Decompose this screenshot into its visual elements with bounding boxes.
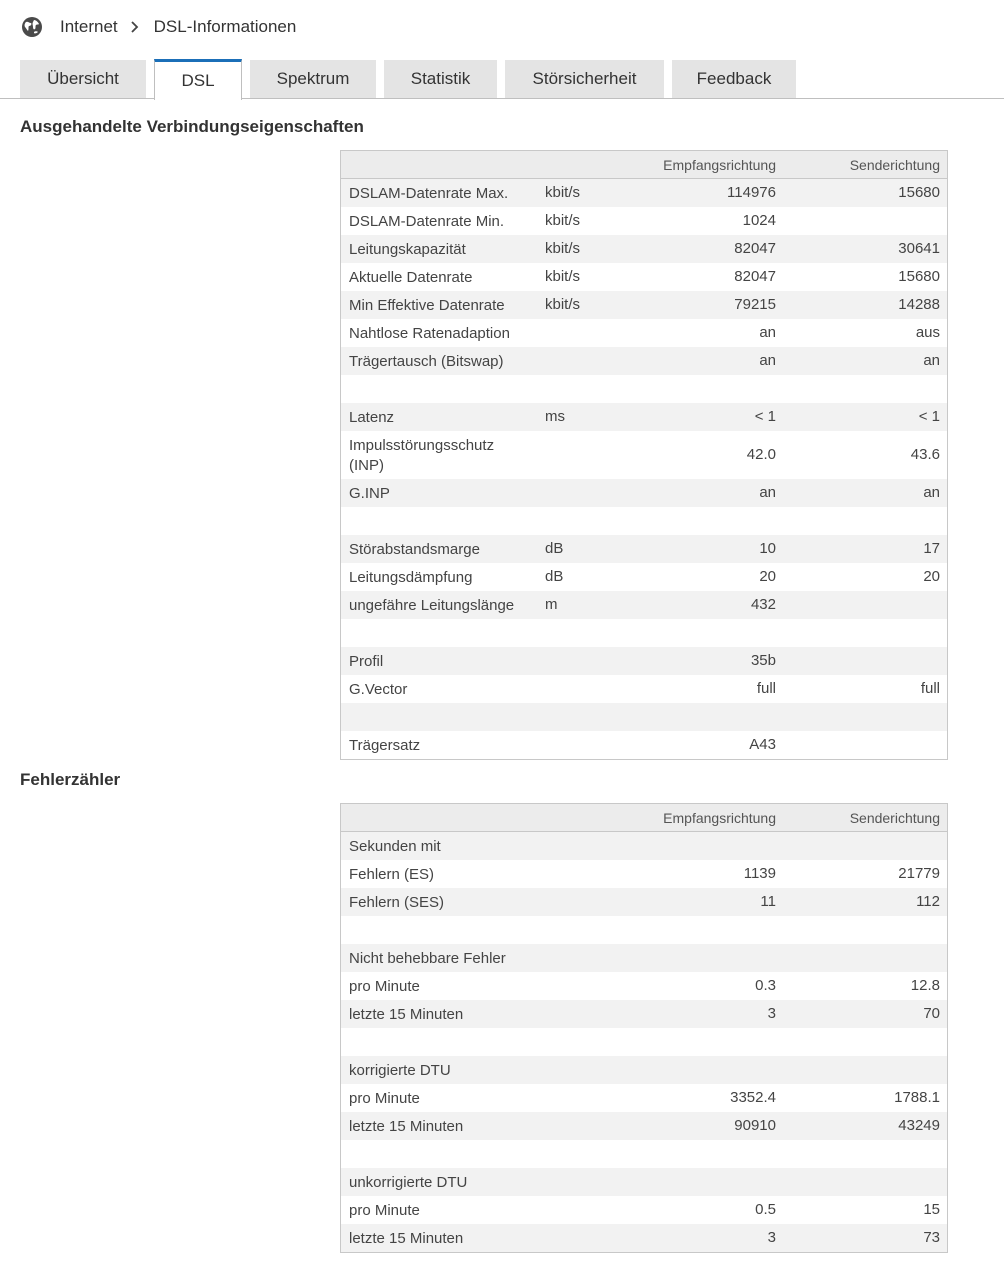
row-value-rx: 114976 bbox=[727, 184, 776, 201]
table-row bbox=[341, 207, 947, 235]
row-value-rx: 1024 bbox=[742, 212, 776, 229]
table-row bbox=[341, 1168, 947, 1196]
row-label: pro Minute bbox=[349, 1202, 420, 1219]
table-row bbox=[341, 944, 947, 972]
table-row bbox=[341, 675, 947, 703]
table-row bbox=[341, 1196, 947, 1224]
row-label: letzte 15 Minuten bbox=[349, 1006, 464, 1023]
table-row bbox=[341, 235, 947, 263]
tab-statistik[interactable]: Statistik bbox=[384, 60, 497, 98]
row-value-rx: 3 bbox=[767, 1229, 776, 1246]
tab-feedback[interactable]: Feedback bbox=[672, 60, 796, 98]
row-value-tx: 15 bbox=[923, 1201, 940, 1218]
section-title-connection: Ausgehandelte Verbindungseigenschaften bbox=[20, 117, 364, 136]
table-row bbox=[341, 972, 947, 1000]
row-label: Min Effektive Datenrate bbox=[349, 297, 505, 314]
row-value-tx: 30641 bbox=[898, 240, 940, 257]
row-value-rx: 3352.4 bbox=[730, 1089, 776, 1106]
row-label: Trägersatz bbox=[349, 737, 421, 754]
connection-properties-table bbox=[340, 150, 948, 760]
chevron-right-icon bbox=[130, 20, 140, 34]
table-row bbox=[341, 563, 947, 591]
row-value-rx: 0.5 bbox=[755, 1201, 776, 1218]
table-row bbox=[341, 507, 947, 535]
table-row bbox=[341, 431, 947, 479]
row-label: Nahtlose Ratenadaption bbox=[349, 325, 510, 342]
table-row bbox=[341, 179, 947, 207]
row-label: G.Vector bbox=[349, 681, 408, 698]
row-label: Trägertausch (Bitswap) bbox=[349, 353, 504, 370]
row-value-rx: 42.0 bbox=[746, 446, 776, 463]
row-label: letzte 15 Minuten bbox=[349, 1118, 464, 1135]
row-unit: kbit/s bbox=[545, 212, 581, 229]
row-value-rx: 35b bbox=[750, 652, 776, 669]
table-row bbox=[341, 375, 947, 403]
table-row bbox=[341, 888, 947, 916]
row-label: Aktuelle Datenrate bbox=[349, 269, 473, 286]
row-label: Latenz bbox=[349, 409, 395, 426]
table-row bbox=[341, 1084, 947, 1112]
table-body bbox=[341, 179, 947, 759]
table-row bbox=[341, 916, 947, 944]
row-unit: dB bbox=[545, 568, 564, 585]
row-value-tx: 14288 bbox=[898, 296, 940, 313]
error-counter-table bbox=[340, 803, 948, 1253]
breadcrumb-internet-link[interactable]: Internet bbox=[60, 17, 118, 36]
column-header-rx: Empfangsrichtung bbox=[663, 157, 776, 173]
row-label: Störabstandsmarge bbox=[349, 541, 480, 558]
row-unit: ms bbox=[545, 408, 565, 425]
table-row bbox=[341, 347, 947, 375]
row-value-rx: 11 bbox=[760, 893, 776, 910]
row-value-tx: 12.8 bbox=[910, 977, 940, 994]
table-header bbox=[341, 804, 947, 832]
row-unit: kbit/s bbox=[545, 184, 581, 201]
row-value-rx: 1139 bbox=[743, 865, 776, 882]
table-row bbox=[341, 403, 947, 431]
row-label: DSLAM-Datenrate Min. bbox=[349, 213, 505, 230]
tab-stoersicherheit[interactable]: Störsicherheit bbox=[505, 60, 664, 98]
table-row bbox=[341, 1000, 947, 1028]
row-value-tx: 20 bbox=[923, 568, 940, 585]
table-row bbox=[341, 619, 947, 647]
row-label: Leitungsdämpfung bbox=[349, 569, 473, 586]
row-value-tx: 70 bbox=[923, 1005, 940, 1022]
breadcrumb-current: DSL-Informationen bbox=[153, 17, 297, 36]
row-value-rx: 82047 bbox=[734, 240, 776, 257]
row-value-tx: 1788.1 bbox=[894, 1089, 940, 1106]
breadcrumb bbox=[20, 15, 296, 39]
tab-spektrum[interactable]: Spektrum bbox=[250, 60, 376, 98]
row-value-rx: 10 bbox=[759, 540, 776, 557]
table-row bbox=[341, 535, 947, 563]
row-value-rx: full bbox=[756, 680, 776, 697]
row-value-rx: 3 bbox=[767, 1005, 776, 1022]
table-row bbox=[341, 832, 947, 860]
row-label: letzte 15 Minuten bbox=[349, 1230, 464, 1247]
row-label: pro Minute bbox=[349, 978, 420, 995]
section-title-errors: Fehlerzähler bbox=[20, 770, 121, 789]
column-header-tx: Senderichtung bbox=[849, 157, 940, 173]
row-label: Nicht behebbare Fehler bbox=[349, 950, 506, 967]
row-label: ungefähre Leitungslänge bbox=[349, 597, 515, 614]
row-value-tx: 73 bbox=[923, 1229, 940, 1246]
row-label: unkorrigierte DTU bbox=[349, 1174, 468, 1191]
row-value-tx: 21779 bbox=[898, 865, 940, 882]
row-value-tx: 17 bbox=[923, 540, 940, 557]
table-row bbox=[341, 1224, 947, 1252]
tab-bar bbox=[0, 59, 1004, 99]
row-value-rx: an bbox=[759, 352, 776, 369]
row-value-rx: 90910 bbox=[734, 1117, 776, 1134]
table-row bbox=[341, 731, 947, 759]
tab-dsl[interactable]: DSL bbox=[154, 59, 242, 100]
row-value-tx: 43249 bbox=[898, 1117, 940, 1134]
table-row bbox=[341, 1112, 947, 1140]
table-row bbox=[341, 703, 947, 731]
row-value-rx: 20 bbox=[759, 568, 776, 585]
row-label: Leitungskapazität bbox=[349, 241, 466, 258]
table-row bbox=[341, 860, 947, 888]
row-value-rx: an bbox=[759, 484, 776, 501]
table-row bbox=[341, 1056, 947, 1084]
row-label: G.INP bbox=[349, 485, 390, 502]
row-value-rx: A43 bbox=[749, 736, 776, 753]
row-value-tx: aus bbox=[915, 324, 940, 341]
table-row bbox=[341, 591, 947, 619]
row-unit: m bbox=[545, 596, 558, 613]
row-label: korrigierte DTU bbox=[349, 1062, 451, 1079]
row-value-rx: < 1 bbox=[754, 408, 776, 425]
table-row bbox=[341, 1028, 947, 1056]
row-label: Profil bbox=[349, 653, 384, 670]
table-header bbox=[341, 151, 947, 179]
column-header-tx: Senderichtung bbox=[849, 810, 940, 826]
row-label: Fehlern (SES) bbox=[349, 894, 445, 911]
row-value-rx: 79215 bbox=[734, 296, 776, 313]
row-value-tx: an bbox=[923, 484, 940, 501]
table-row bbox=[341, 291, 947, 319]
row-label: Fehlern (ES) bbox=[349, 866, 435, 883]
row-unit: kbit/s bbox=[545, 296, 581, 313]
table-row bbox=[341, 1140, 947, 1168]
row-label: DSLAM-Datenrate Max. bbox=[349, 185, 509, 202]
row-value-tx: full bbox=[920, 680, 940, 697]
table-body bbox=[341, 832, 947, 1252]
row-label: pro Minute bbox=[349, 1090, 420, 1107]
column-header-rx: Empfangsrichtung bbox=[663, 810, 776, 826]
row-value-tx: 43.6 bbox=[910, 446, 940, 463]
table-row bbox=[341, 319, 947, 347]
globe-icon bbox=[20, 15, 44, 39]
row-value-tx: < 1 bbox=[918, 408, 940, 425]
row-value-rx: 82047 bbox=[734, 268, 776, 285]
row-unit: kbit/s bbox=[545, 268, 581, 285]
row-value-rx: 0.3 bbox=[755, 977, 776, 994]
row-unit: dB bbox=[545, 540, 564, 557]
row-label: Impulsstörungsschutz (INP) bbox=[349, 437, 495, 474]
row-value-tx: 112 bbox=[916, 893, 940, 910]
table-row bbox=[341, 647, 947, 675]
row-value-tx: an bbox=[923, 352, 940, 369]
table-row bbox=[341, 479, 947, 507]
row-value-tx: 15680 bbox=[898, 184, 940, 201]
tab-uebersicht[interactable]: Übersicht bbox=[20, 60, 146, 98]
row-value-rx: an bbox=[759, 324, 776, 341]
row-value-tx: 15680 bbox=[898, 268, 940, 285]
row-unit: kbit/s bbox=[545, 240, 581, 257]
row-label: Sekunden mit bbox=[349, 838, 441, 855]
row-value-rx: 432 bbox=[750, 596, 776, 613]
table-row bbox=[341, 263, 947, 291]
